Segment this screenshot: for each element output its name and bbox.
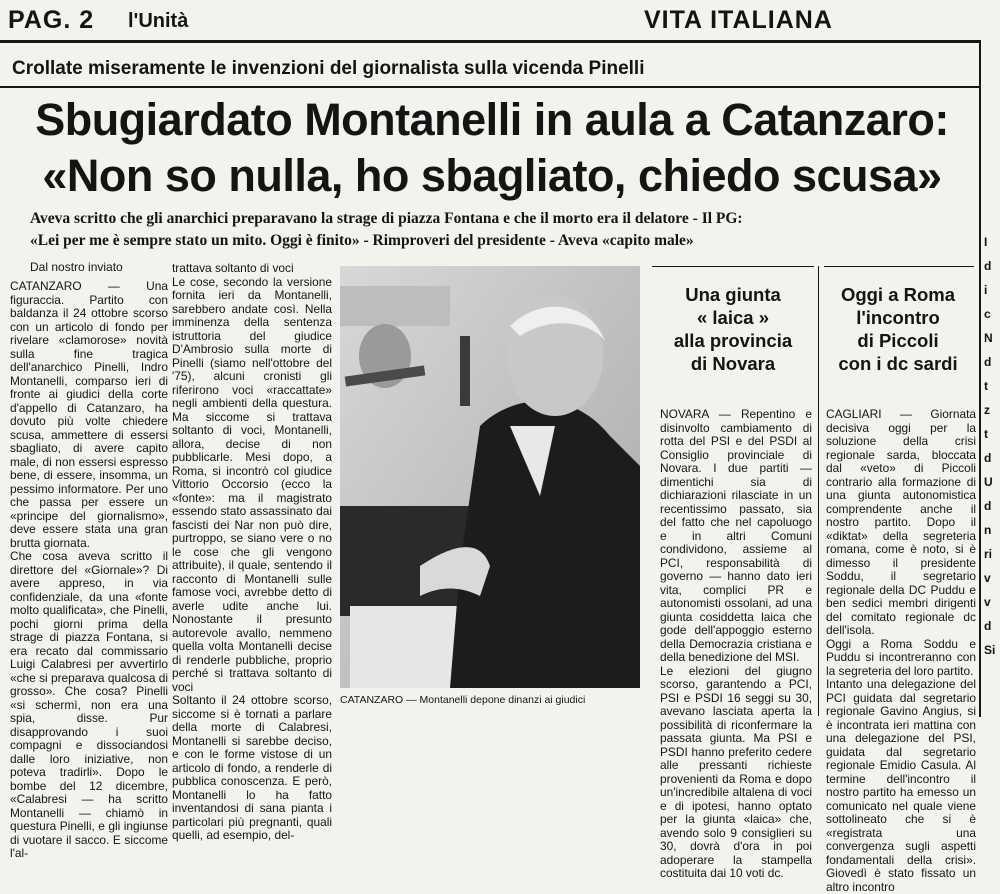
edge-letter: d <box>984 451 992 465</box>
edge-letter: v <box>984 595 991 609</box>
edge-letter: i <box>984 283 988 297</box>
page-edge-letters <box>984 230 1000 662</box>
article-column-2: trattava soltanto di voci Le cose, secondo la versione fornita ieri da Montanelli, sarebbero andate così. Nella imminenza della sentenza istruttoria del giudice D'Ambrosio sulla morte di Pinelli (siamo nell'ottobre del '75), alcuni cronisti gli riferirono voci «raccattate» negli ambienti della questura. Ma siccome si trattava soltanto di voci, Montanelli, allora, decise di non pubblicarle. Mesi dopo, a Roma, si incontrò col giudice Vittorio Occorsio (ecco la «fonte»: ma il magistrato essendo stato assassinato dai fascisti dei Nar non può dire, purtroppo, se siano vere o no le cose che gli vengono attribuite), il quale, sentendo il racconto di Montanelli sulle famose voci, avrebbe detto di averle udite anche lui. Nonostante il presunto autorevole avallo, nemmeno quella volta Montanelli decise di renderle pubbliche, proprio perché si trattava soltanto di voci Soltanto il 24 ottobre scorso, siccome si è tornati a parlare della morte di Calabresi, Montanelli si sarebbe deciso, e con le forme vistose di un articolo di fondo, a renderle di pubblica conoscenza. E però, Montanelli lo ha fatto inventandosi di sana pianta i particolari più pregnanti, quali quelli, ad esempio, del- <box>172 261 332 842</box>
side-story-1-headline-line: alla provincia <box>673 330 793 351</box>
photo-montanelli <box>340 266 640 688</box>
edge-letter: U <box>984 475 993 489</box>
headline-line-2: «Non so nulla, ho sbagliato, chiedo scusa» <box>42 150 942 201</box>
side-story-2-headline-line: Oggi a Roma <box>840 284 956 305</box>
side-story-2-body: CAGLIARI — Giornata decisiva oggi per la soluzione della crisi regionale sarda, bloccata dal «veto» di Piccoli contrario alla formazione di una giunta autonomistica comprendente anche il nostro partito. Dopo il «diktat» della segreteria romana, come è noto, si è dimesso il presidente Soddu, il segretario regionale della DC Puddu e ben sedici membri dirigenti del comitato regionale dc dell'isola. Oggi a Roma Soddu e Puddu si incontreranno con la segreteria del loro partito. Intanto una delegazione del PCI guidata dal segretario regionale Gavino Angius, si è incontrata ieri mattina con una delegazione del PSI, guidata dal segretario regionale Emidio Casula. Al termine dell'incontro il nostro partito ha emesso un comunicato nel quale viene sottolineato che si è «registrata una convergenza sugli aspetti fondamentali della crisi». Giovedì è stato fissato un altro incontro <box>826 407 976 894</box>
edge-letter: d <box>984 355 992 369</box>
photo-caption: CATANZARO — Montanelli depone dinanzi ai giudici <box>340 694 586 706</box>
side-story-1-headline-line: « laica » <box>696 307 769 328</box>
side-story-1-headline-line: Una giunta <box>685 284 781 305</box>
side-box-1-top-rule <box>652 266 814 267</box>
side-story-2-headline <box>824 283 972 375</box>
edge-letter: Si <box>984 643 996 657</box>
side-story-2-headline-line: di Piccoli <box>857 330 939 351</box>
kicker: Crollate miseramente le invenzioni del giornalista sulla vicenda Pinelli <box>12 58 645 79</box>
edge-letter: z <box>984 403 990 417</box>
edge-letter: d <box>984 259 992 273</box>
edge-letter: t <box>984 379 988 393</box>
headline-line-1: Sbugiardato Montanelli in aula a Catanzaro: <box>35 94 949 145</box>
page-number: PAG. 2 <box>8 6 95 34</box>
edge-letter: d <box>984 619 992 633</box>
deck-line-2: «Lei per me è sempre stato un mito. Oggi è finito» - Rimproveri del presidente - Aveva «capito male» <box>30 232 694 249</box>
edge-letter: c <box>984 307 991 321</box>
column-divider <box>818 266 819 716</box>
edge-letter: t <box>984 427 988 441</box>
masthead-rule <box>0 40 980 43</box>
side-story-2-headline-line: con i dc sardi <box>838 353 958 374</box>
edge-letter: d <box>984 499 992 513</box>
deck-line-1: Aveva scritto che gli anarchici preparavano la strage di piazza Fontana e che il morto era il delatore - Il PG: <box>30 210 743 227</box>
newspaper-name: l'Unità <box>128 10 189 32</box>
edge-letter: N <box>984 331 993 345</box>
edge-letter: ri <box>984 547 993 561</box>
section-title: VITA ITALIANA <box>644 6 833 34</box>
page-edge-rule <box>979 40 981 717</box>
kicker-rule <box>0 86 980 88</box>
photo-illustration <box>340 266 640 688</box>
edge-letter: n <box>984 523 992 537</box>
article-column-1: CATANZARO — Una figuraccia. Partito con baldanza il 24 ottobre scorso con un articolo di fondo per rivelare «clamorose» novità sulla fine tragica dell'anarchico Pinelli, Indro Montanelli, comparso ieri di fronte ai giudici della corte d'appello di Catanzaro, ha dovuto più volte chiedere scusa, ammettere di essersi sbagliato, di avere capito male, di non essersi espresso bene, di essere, insomma, un pessimo informatore. Per uno che passa per essere un «principe del giornalismo», deve essere stata una gran brutta giornata. Che cosa aveva scritto il direttore del «Giornale»? Di avere appreso, in via confidenziale, da una «fonte molto qualificata», che Pinelli, pochi giorni prima della strage di piazza Fontana, si era recato dal commissario Luigi Calabresi per avvertirlo «che si preparava qualcosa di grosso». Che cosa? Pinelli «si schermì, non era una spia, disse. Pur disapprovando i suoi compagni e dissociandosi dalle loro iniziative, non poteva tradirli». Dopo le bombe del 12 dicembre, «Calabresi — ha scritto Montanelli — chiamò in questura Pinelli, e gli ingiunse di vuotare il sacco. E siccome l'al- <box>10 279 168 860</box>
side-story-2-headline-line: l'incontro <box>856 307 940 328</box>
side-box-2-top-rule <box>824 266 974 267</box>
byline: Dal nostro inviato <box>30 260 123 274</box>
side-story-1-body: NOVARA — Repentino e disinvolto cambiamento di rotta del PSI e del PSDI al Consiglio provinciale di Novara. I due partiti — dimentichi sia di dichiarazioni rilasciate in un recentissimo passato, sia del fatto che nel capoluogo e in altri Comuni condividono, assieme al PCI, responsabilità di governo — hanno dato ieri vita, complici PR e autonomisti ossolani, ad una giunta cosiddetta laica che gode dell'appoggio esterno della Democrazia cristiana e della benedizione del MSI. Le elezioni del giugno scorso, garantendo a PCI, PSI e PSDI 16 seggi su 30, avevano lasciata aperta la possibilità di riconfermare la passata giunta. Ma PSI e PSDI hanno preferito cedere alle pressanti richieste provenienti da Roma e dopo un'incredibile altalena di voci e di ipotesi, hanno optato per la giunta «laica» che, avendo solo 9 consiglieri su 30, dovrà d'ora in poi adoperare la stampella costituita dai 10 voti dc. <box>660 407 812 880</box>
side-story-1-headline-line: di Novara <box>690 353 776 374</box>
edge-letter: v <box>984 571 991 585</box>
side-story-1-headline <box>652 283 814 375</box>
edge-letter: I <box>984 235 988 249</box>
